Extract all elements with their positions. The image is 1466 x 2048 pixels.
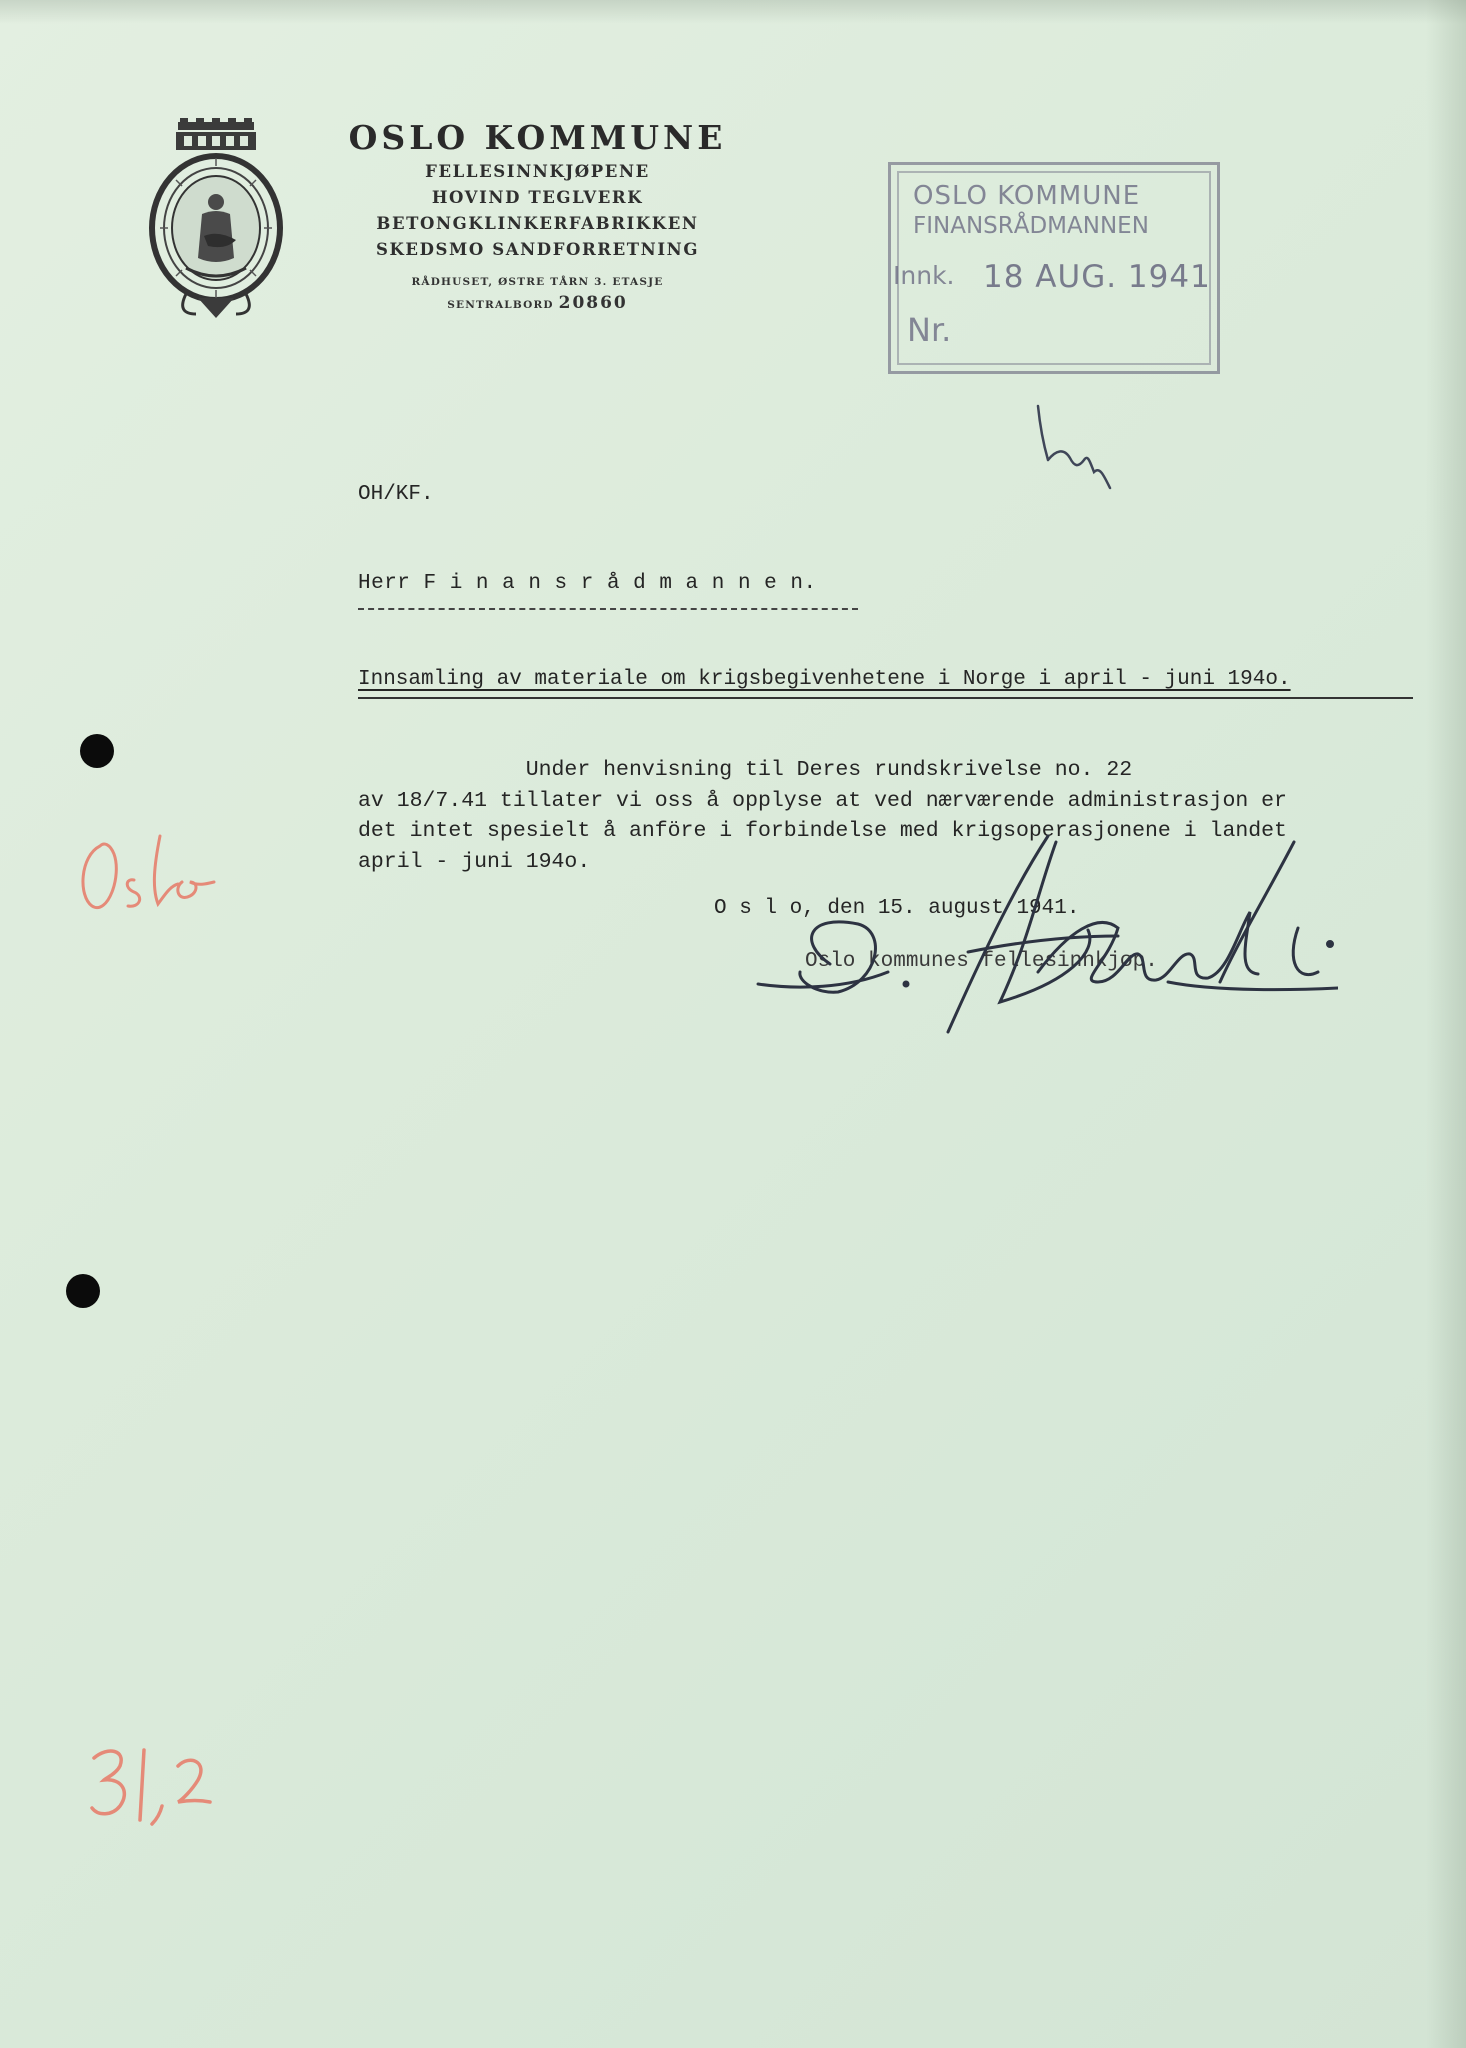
signatory-organization: Oslo kommunes fellesinnkjøp.	[805, 950, 1158, 973]
stamp-number-label: Nr.	[907, 311, 952, 349]
recipient: Herr F i n a n s r å d m a n n e n.	[358, 572, 817, 595]
letterhead-line-2: HOVIND TEGLVERK	[431, 188, 644, 207]
letter-body: Under henvisning til Deres rundskrivelse no. 22 av 18/7.41 tillater vi oss å opplyse at ved nærværende administrasjon er det intet spesielt å anföre i forbindelse med krigsoperasjonene i landet april - juni 194o.	[358, 758, 1287, 874]
letterhead-line-1: FELLESINNKJØPENE	[425, 162, 650, 181]
stamp-line-1: OSLO KOMMUNE	[913, 181, 1141, 211]
paper-edge-shadow	[1426, 0, 1466, 2048]
letterhead-phone-label: SENTRALBORD	[447, 299, 554, 311]
place-date: O s l o, den 15. august 1941.	[714, 897, 1080, 920]
handwritten-signature	[738, 832, 1338, 1047]
reference-code: OH/KF.	[358, 483, 434, 506]
stamp-line-2: FINANSRÅDMANNEN	[913, 213, 1149, 239]
recipient-underline	[358, 608, 858, 610]
subject-line: Innsamling av materiale om krigsbegivenhetene i Norge i april - juni 194o.	[358, 668, 1291, 691]
letterhead-phone-number: 20860	[558, 293, 628, 313]
letterhead-address: RÅDHUSET, ØSTRE TÅRN 3. ETASJE	[411, 276, 664, 288]
letterhead-line-4: SKEDSMO SANDFORRETNING	[375, 240, 700, 259]
handwritten-number-note	[86, 1740, 246, 1830]
paper-top-edge	[0, 0, 1466, 24]
subject-rule	[358, 697, 1413, 699]
punch-hole-upper	[80, 734, 114, 768]
stamp-received-date: 18 AUG. 1941	[983, 259, 1211, 295]
handwritten-initials	[1030, 396, 1140, 506]
letterhead-phone	[325, 293, 750, 313]
stamp-received-label: Innk.	[893, 261, 955, 290]
letterhead-title: OSLO KOMMUNE	[348, 118, 727, 157]
letterhead-line-3: BETONGKLINKERFABRIKKEN	[376, 214, 699, 233]
received-stamp	[888, 162, 1220, 374]
punch-hole-lower	[66, 1274, 100, 1308]
handwritten-oslo-note	[74, 826, 234, 926]
oslo-crest-logo	[146, 118, 286, 323]
